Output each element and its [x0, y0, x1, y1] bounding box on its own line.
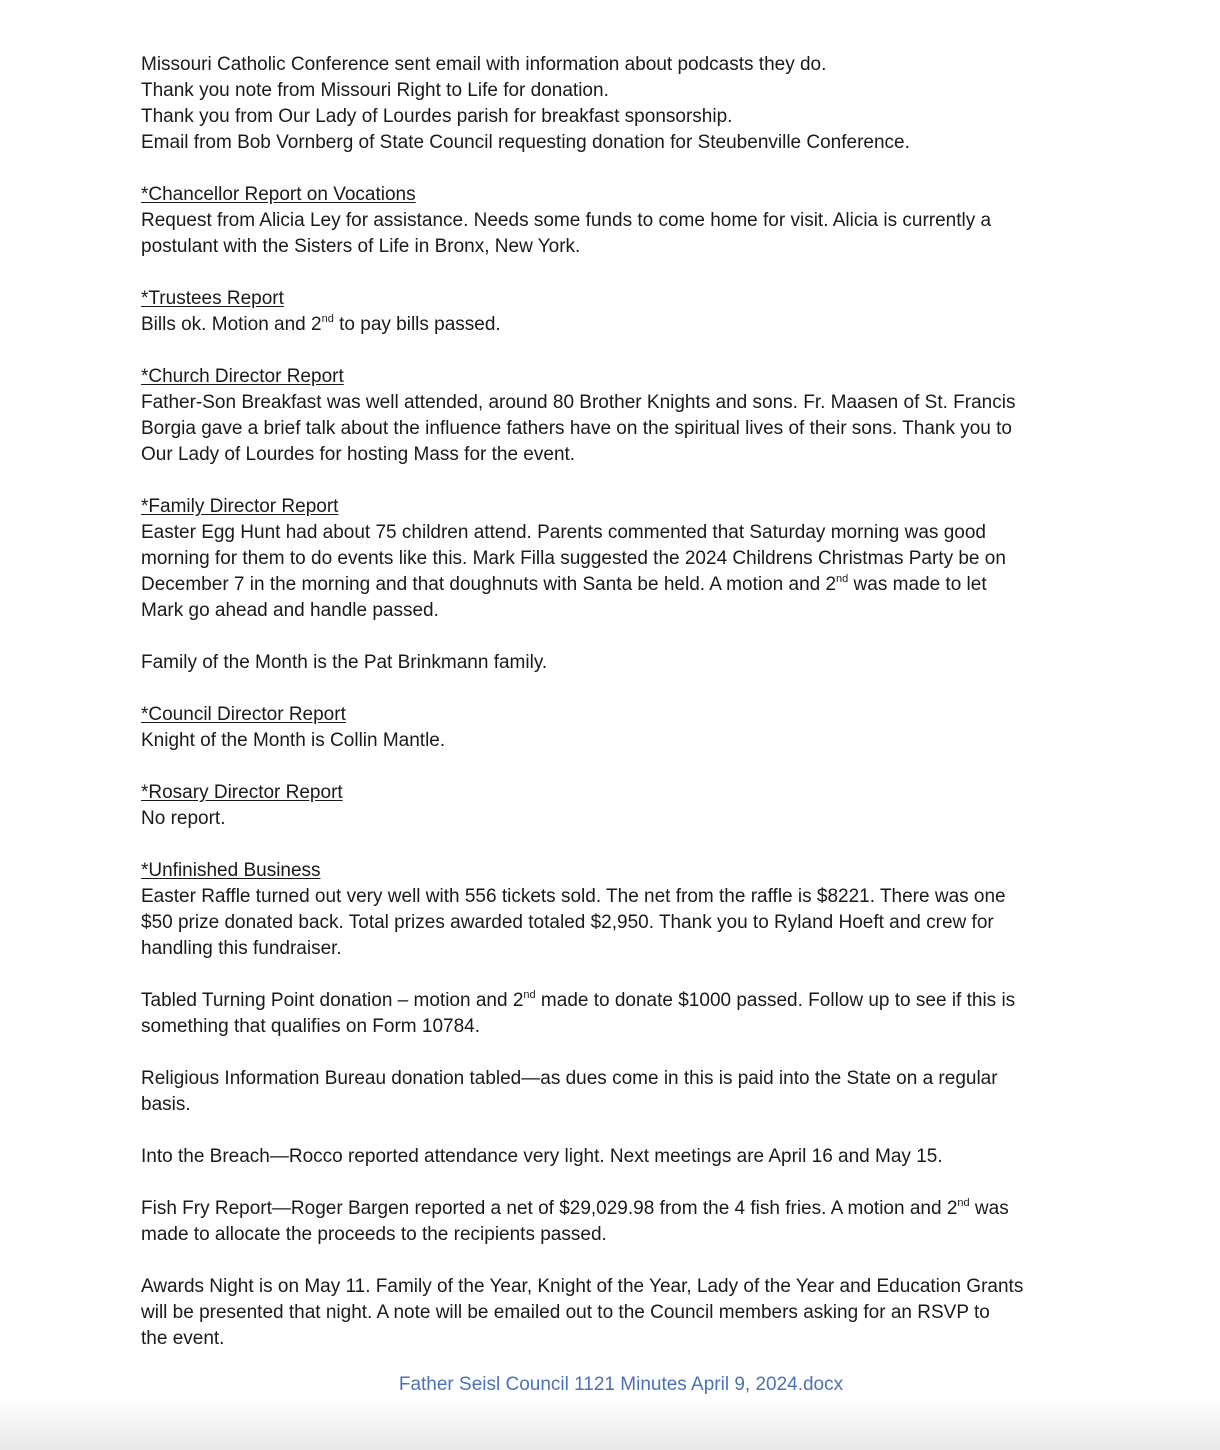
correspondence-line: Missouri Catholic Conference sent email with information about podcasts they do.: [141, 54, 827, 75]
raffle-line: $50 prize donated back. Total prizes awarded totaled $2,950. Thank you to Ryland Hoeft and crew for: [141, 912, 994, 933]
trustees-section: [141, 286, 1091, 338]
unfinished-heading: *Unfinished Business: [141, 860, 321, 881]
family-text: was made to let: [848, 574, 987, 595]
church-heading: *Church Director Report: [141, 366, 344, 387]
church-section: [141, 364, 1091, 468]
document-filename-footer: Father Seisl Council 1121 Minutes April 9, 2024.docx: [398, 1374, 844, 1395]
church-line: Borgia gave a brief talk about the influence fathers have on the spiritual lives of their sons. Thank you to: [141, 418, 1013, 439]
correspondence-line: Thank you note from Missouri Right to Life for donation.: [141, 80, 609, 101]
turning-point-paragraph: [141, 988, 1091, 1040]
into-the-breach-line: Into the Breach—Rocco reported attendance very light. Next meetings are April 16 and May 15.: [141, 1146, 943, 1167]
council-line: Knight of the Month is Collin Mantle.: [141, 730, 446, 751]
family-text: December 7 in the morning and that doughnuts with Santa be held. A motion and 2: [141, 574, 837, 595]
ordinal-suffix: nd: [523, 988, 536, 1001]
fish-fry-text: was: [969, 1198, 1009, 1219]
trustees-line: [141, 312, 1091, 338]
correspondence-line: Thank you from Our Lady of Lourdes parish for breakfast sponsorship.: [141, 106, 733, 127]
family-line: [141, 572, 1091, 598]
church-line: Our Lady of Lourdes for hosting Mass for the event.: [141, 444, 576, 465]
into-the-breach-paragraph: [141, 1144, 1091, 1170]
ordinal-suffix: nd: [321, 312, 334, 325]
chancellor-section: [141, 182, 1091, 260]
awards-night-paragraph: [141, 1274, 1091, 1352]
trustees-text: to pay bills passed.: [333, 314, 501, 335]
family-line: Easter Egg Hunt had about 75 children attend. Parents commented that Saturday morning was good: [141, 522, 986, 543]
turning-point-text: Tabled Turning Point donation – motion and 2: [141, 990, 524, 1011]
document-body: [141, 52, 1091, 1352]
family-of-month: [141, 650, 1091, 676]
awards-night-line: will be presented that night. A note will be emailed out to the Council members asking for an RSVP to: [141, 1302, 990, 1323]
turning-point-text: made to donate $1000 passed. Follow up to see if this is: [535, 990, 1016, 1011]
fish-fry-line: [141, 1196, 1091, 1222]
raffle-line: Easter Raffle turned out very well with 556 tickets sold. The net from the raffle is $8221. There was one: [141, 886, 1006, 907]
trustees-heading: *Trustees Report: [141, 288, 284, 309]
ordinal-suffix: nd: [957, 1196, 970, 1209]
church-line: Father-Son Breakfast was well attended, around 80 Brother Knights and sons. Fr. Maasen of St. Francis: [141, 392, 1016, 413]
family-of-month-text: Family of the Month is the Pat Brinkmann family.: [141, 652, 548, 673]
rosary-section: [141, 780, 1091, 832]
fish-fry-paragraph: [141, 1196, 1091, 1248]
awards-night-line: the event.: [141, 1328, 225, 1349]
chancellor-line: Request from Alicia Ley for assistance. Needs some funds to come home for visit. Alicia is currently a: [141, 210, 992, 231]
ordinal-suffix: nd: [836, 572, 849, 585]
religious-bureau-line: basis.: [141, 1094, 191, 1115]
turning-point-line: something that qualifies on Form 10784.: [141, 1016, 481, 1037]
family-line: morning for them to do events like this. Mark Filla suggested the 2024 Childrens Christmas Party be on: [141, 548, 1006, 569]
rosary-heading: *Rosary Director Report: [141, 782, 343, 803]
council-heading: *Council Director Report: [141, 704, 346, 725]
chancellor-line: postulant with the Sisters of Life in Bronx, New York.: [141, 236, 581, 257]
rosary-line: No report.: [141, 808, 226, 829]
fish-fry-text: Fish Fry Report—Roger Bargen reported a net of $29,029.98 from the 4 fish fries. A motion and 2: [141, 1198, 958, 1219]
family-section: [141, 494, 1091, 624]
religious-bureau-line: Religious Information Bureau donation tabled—as dues come in this is paid into the State on a regular: [141, 1068, 998, 1089]
family-heading: *Family Director Report: [141, 496, 339, 517]
raffle-line: handling this fundraiser.: [141, 938, 342, 959]
correspondence-section: [141, 52, 1091, 156]
page-bottom-shadow: [0, 1398, 1220, 1450]
correspondence-line: Email from Bob Vornberg of State Council requesting donation for Steubenville Conference.: [141, 132, 910, 153]
fish-fry-line: made to allocate the proceeds to the recipients passed.: [141, 1224, 607, 1245]
council-section: [141, 702, 1091, 754]
family-line: Mark go ahead and handle passed.: [141, 600, 439, 621]
awards-night-line: Awards Night is on May 11. Family of the Year, Knight of the Year, Lady of the Year and Education Grants: [141, 1276, 1024, 1297]
trustees-text: Bills ok. Motion and 2: [141, 314, 322, 335]
chancellor-heading: *Chancellor Report on Vocations: [141, 184, 416, 205]
unfinished-section: [141, 858, 1091, 962]
religious-bureau-paragraph: [141, 1066, 1091, 1118]
turning-point-line: [141, 988, 1091, 1014]
